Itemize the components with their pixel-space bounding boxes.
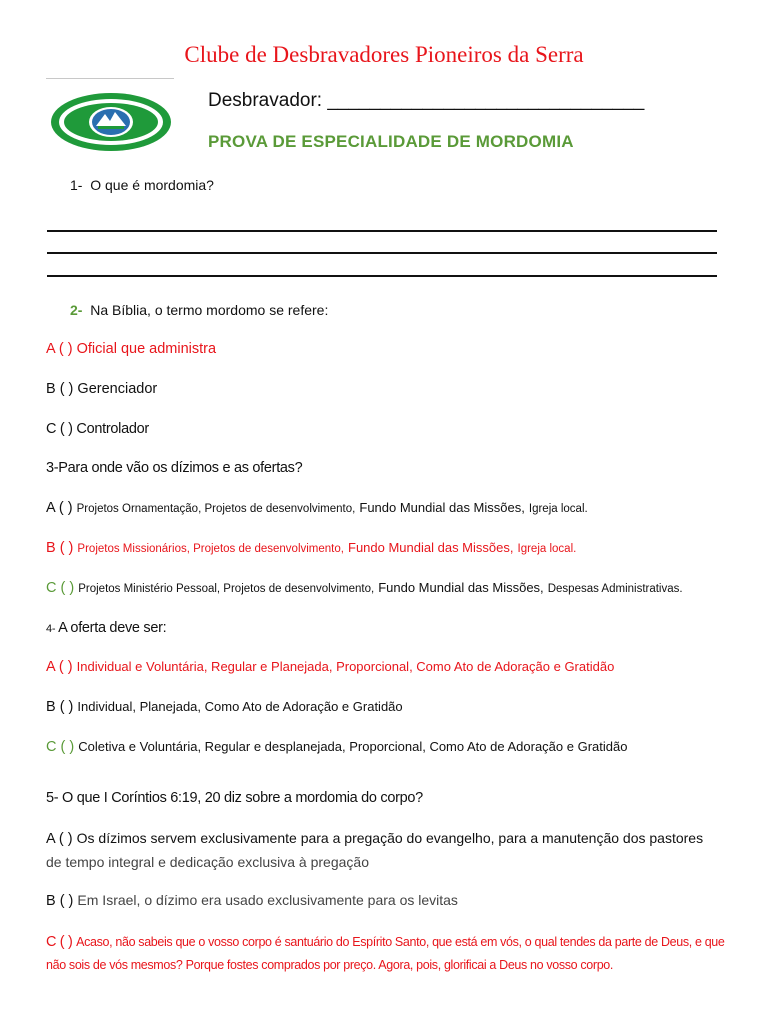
question-2-number: 2- xyxy=(70,302,83,318)
question-5-text: 5- O que I Coríntios 6:19, 20 diz sobre a mordomia do corpo? xyxy=(46,790,423,806)
q3-option-a[interactable] xyxy=(46,500,588,516)
option-text: Projetos Ornamentação, Projetos de desenvolvimento, xyxy=(76,503,356,515)
option-marker: A ( ) xyxy=(46,831,73,847)
question-4-number: 4- xyxy=(46,623,56,635)
option-marker: C ( ) xyxy=(46,421,73,437)
q4-option-a[interactable] xyxy=(46,659,614,675)
exam-title: PROVA DE ESPECIALIDADE DE MORDOMIA xyxy=(208,132,574,151)
option-text: Individual e Voluntária, Regular e Planejada, Proporcional, Como Ato de Adoração e Gratidão xyxy=(76,659,615,674)
option-text: Controlador xyxy=(76,421,149,437)
q2-option-c[interactable] xyxy=(46,421,149,437)
option-text: Fundo Mundial das Missões, xyxy=(378,580,544,595)
q3-option-c[interactable] xyxy=(46,580,683,596)
option-text: Despesas Administrativas. xyxy=(547,583,683,595)
answer-line[interactable] xyxy=(47,252,717,254)
option-marker: C ( ) xyxy=(46,739,75,755)
option-marker: B ( ) xyxy=(46,540,74,556)
question-1 xyxy=(70,177,214,193)
question-2-text: Na Bíblia, o termo mordomo se refere: xyxy=(90,302,329,318)
question-4-text: A oferta deve ser: xyxy=(58,620,167,636)
q4-option-b[interactable] xyxy=(46,699,403,715)
question-3-text: 3-Para onde vão os dízimos e as ofertas? xyxy=(46,460,303,476)
header-divider xyxy=(46,78,174,79)
option-text: Os dízimos servem exclusivamente para a pregação do evangelho, para a manutenção dos pastores xyxy=(76,830,704,846)
option-text: Gerenciador xyxy=(77,381,158,397)
option-text: Individual, Planejada, Como Ato de Adoração e Gratidão xyxy=(77,699,403,714)
question-2 xyxy=(70,302,328,318)
option-marker: B ( ) xyxy=(46,893,74,909)
option-text: de tempo integral e dedicação exclusiva à pregação xyxy=(46,854,369,870)
q3-option-b[interactable] xyxy=(46,540,576,556)
club-title: Clube de Desbravadores Pioneiros da Serra xyxy=(184,42,584,67)
option-marker: B ( ) xyxy=(46,699,74,715)
option-text: Em Israel, o dízimo era usado exclusivamente para os levitas xyxy=(77,892,458,908)
option-text: Projetos Missionários, Projetos de desenvolvimento, xyxy=(77,543,344,555)
q5-option-a[interactable] xyxy=(46,827,726,875)
option-text: Igreja local. xyxy=(517,543,577,555)
option-marker: B ( ) xyxy=(46,381,74,397)
option-marker: A ( ) xyxy=(46,500,73,516)
option-marker: C ( ) xyxy=(46,580,75,596)
option-text: Igreja local. xyxy=(528,503,588,515)
option-text: Oficial que administra xyxy=(76,341,217,357)
answer-line[interactable] xyxy=(47,230,717,232)
option-text: Fundo Mundial das Missões, xyxy=(359,500,525,515)
club-logo xyxy=(50,92,172,152)
option-text: Coletiva e Voluntária, Regular e desplanejada, Proporcional, Como Ato de Adoração e Gratidão xyxy=(78,739,628,754)
q2-option-b[interactable] xyxy=(46,381,157,397)
option-marker: A ( ) xyxy=(46,659,73,675)
question-4 xyxy=(46,620,166,636)
question-1-text: O que é mordomia? xyxy=(90,177,214,193)
q2-option-a[interactable] xyxy=(46,341,216,357)
q4-option-c[interactable] xyxy=(46,739,627,755)
question-1-number: 1- xyxy=(70,177,83,193)
option-text: Fundo Mundial das Missões, xyxy=(348,540,514,555)
option-marker: A ( ) xyxy=(46,341,73,357)
option-text: Projetos Ministério Pessoal, Projetos de desenvolvimento, xyxy=(78,583,375,595)
option-text: Acaso, não sabeis que o vosso corpo é santuário do Espírito Santo, que está em vós, o qual tendes da parte de Deus, e que não sois de vós mesmos? Porque fostes comprados por preço. Agora, pois, glorificai a Deus no vosso corpo. xyxy=(46,935,725,972)
answer-line[interactable] xyxy=(47,275,717,277)
q5-option-c[interactable] xyxy=(46,931,726,977)
pathfinder-name-field[interactable]: Desbravador: ______________________________ xyxy=(208,90,645,111)
option-marker: C ( ) xyxy=(46,934,73,950)
q5-option-b[interactable] xyxy=(46,892,458,909)
